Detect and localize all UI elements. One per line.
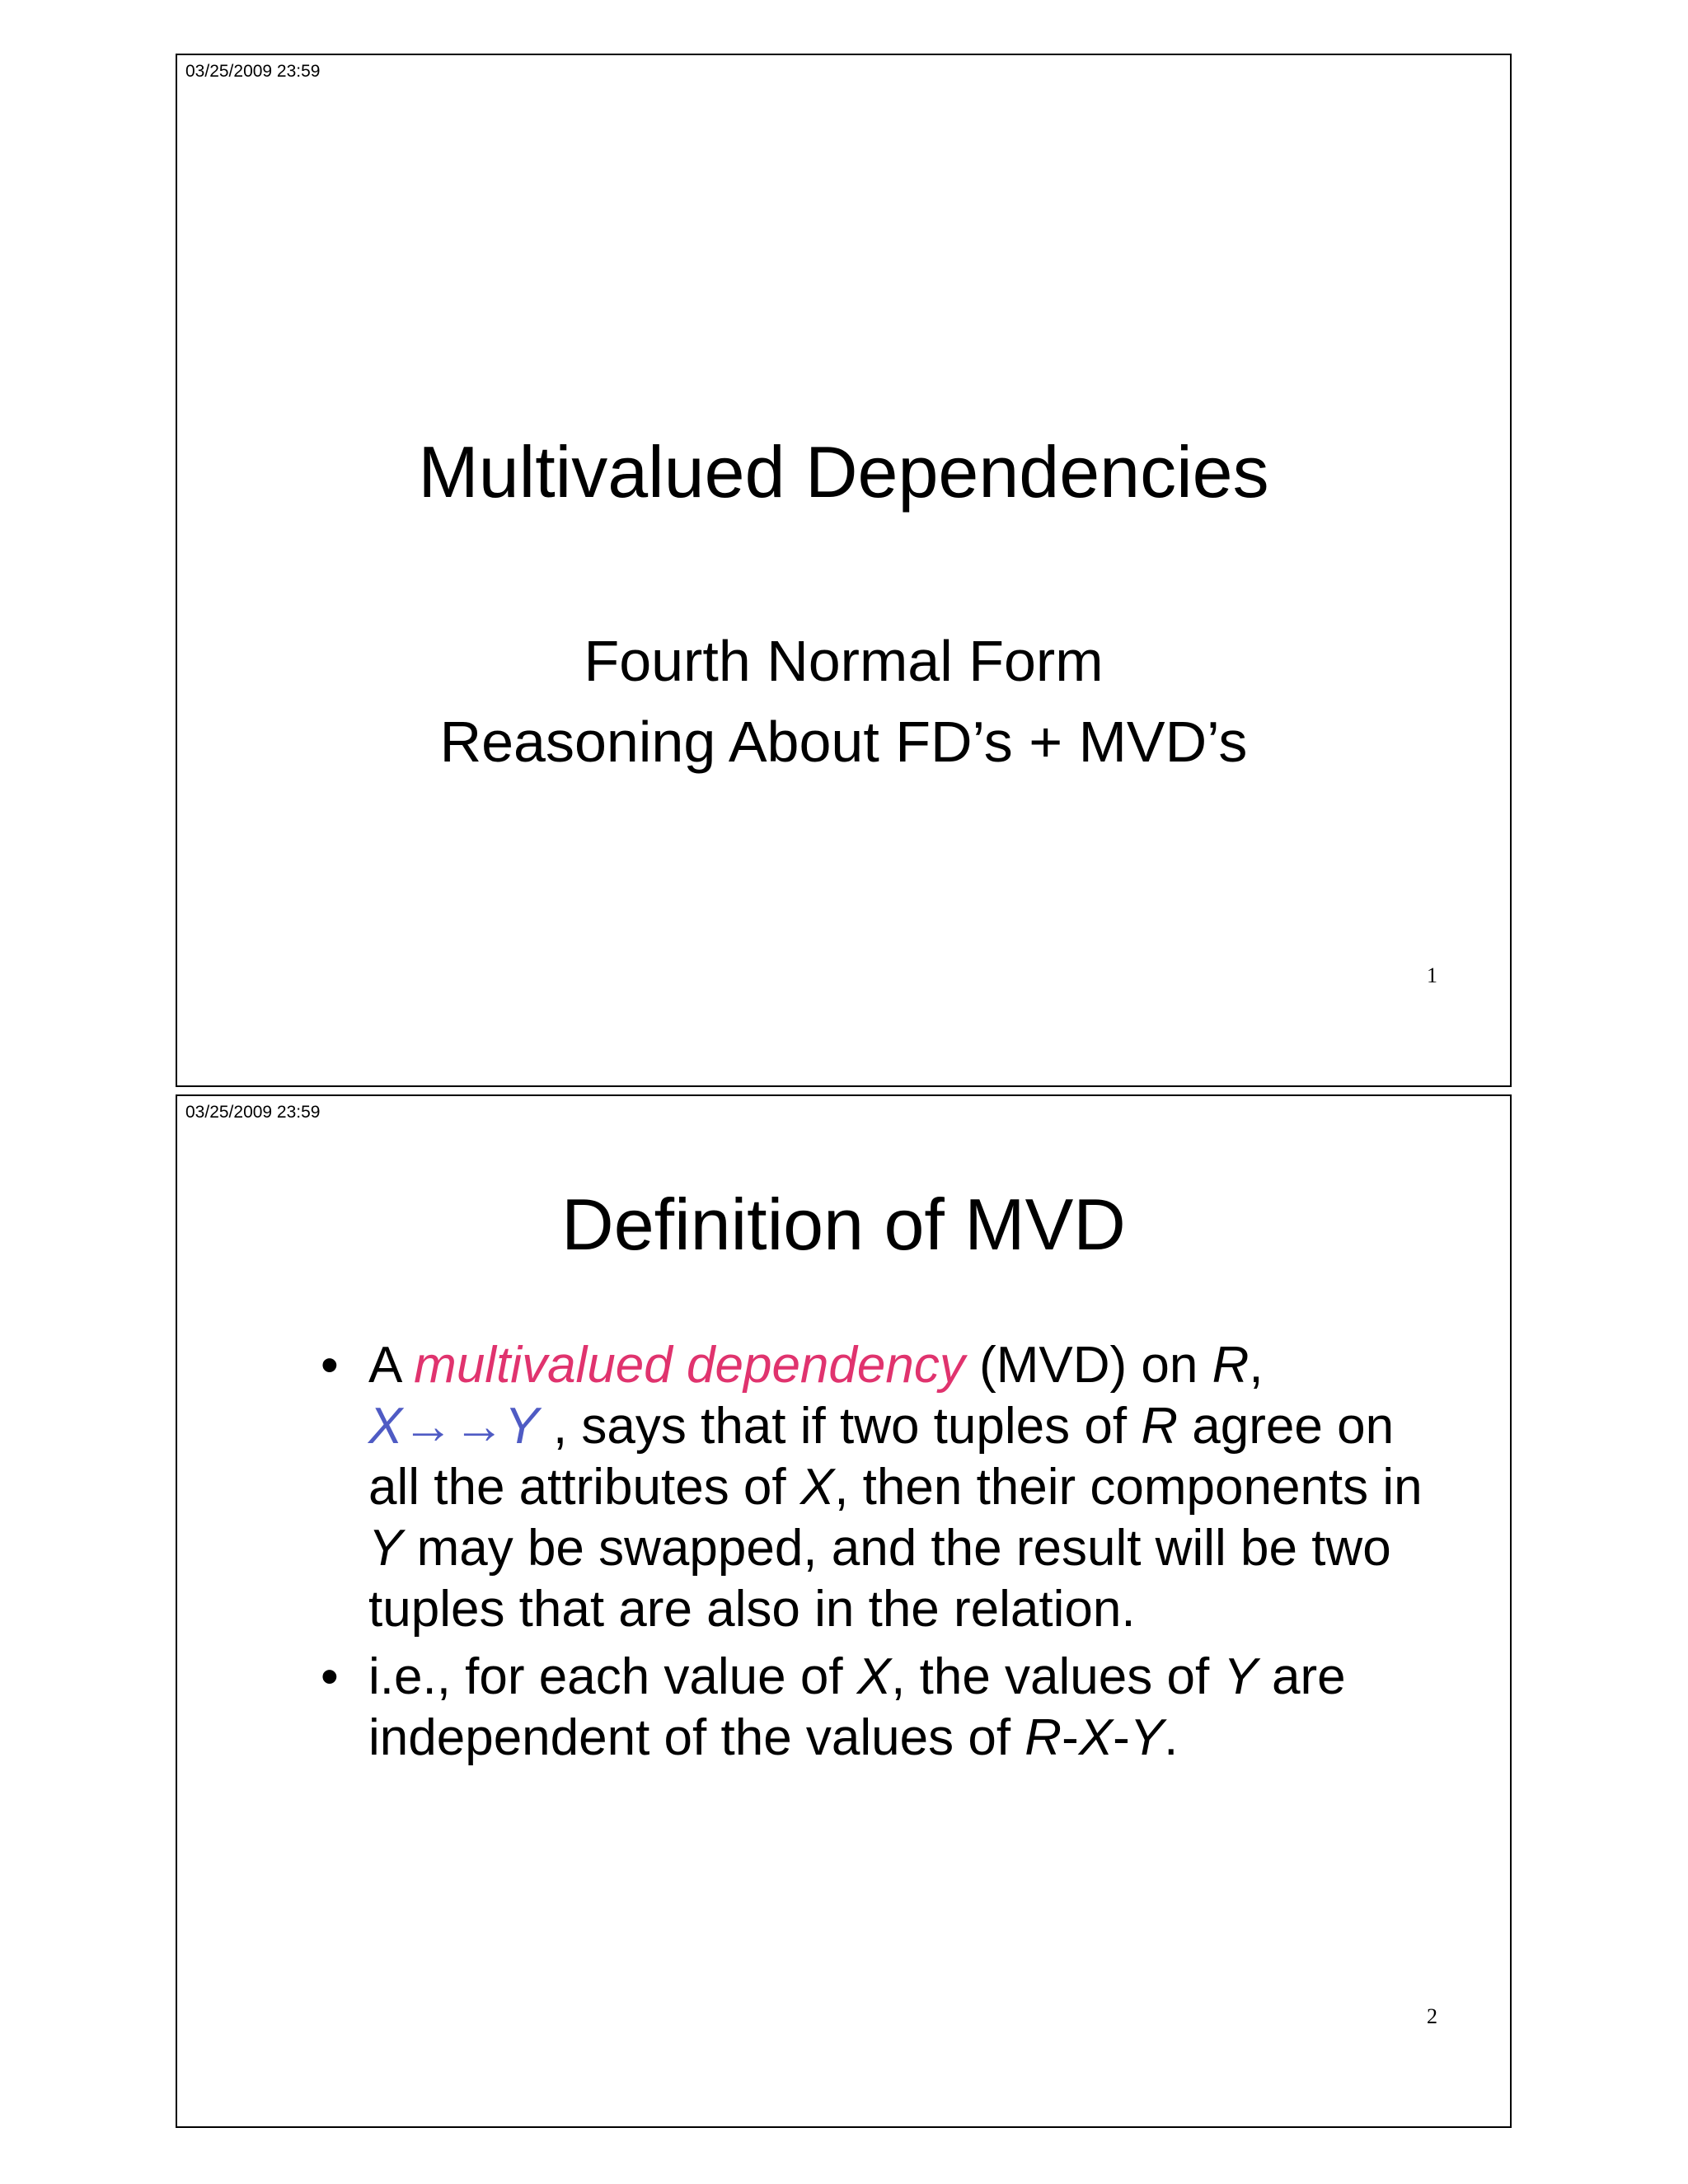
var-y: Y bbox=[1223, 1648, 1258, 1705]
term-multivalued-dependency: multivalued dependency bbox=[414, 1337, 965, 1394]
bullet-text: , the values of bbox=[891, 1648, 1224, 1705]
bullet-text: A bbox=[368, 1337, 415, 1394]
mvd-y: Y bbox=[504, 1398, 539, 1455]
var-y: Y bbox=[1129, 1709, 1165, 1766]
bullet-text: are independent of the values of bbox=[368, 1648, 1346, 1766]
var-x: X bbox=[1078, 1709, 1114, 1766]
slide-timestamp: 03/25/2009 23:59 bbox=[185, 1103, 321, 1122]
var-x: X bbox=[799, 1459, 835, 1516]
page-number: 2 bbox=[1427, 2004, 1437, 2028]
bullet-marker: • bbox=[321, 1337, 339, 1394]
bullet-item bbox=[278, 1647, 1456, 1769]
bullet-text: (MVD) on bbox=[964, 1337, 1212, 1394]
var-x: X bbox=[856, 1648, 892, 1705]
var-r: R bbox=[1025, 1709, 1062, 1766]
slide-subtitle-line-2: Reasoning About FD’s + MVD’s bbox=[439, 710, 1248, 774]
bullet-marker: • bbox=[321, 1648, 339, 1705]
slide-title: Definition of MVD bbox=[561, 1183, 1126, 1265]
bullet-list bbox=[278, 1335, 1456, 1775]
page-number: 1 bbox=[1427, 963, 1437, 987]
bullet-text: - bbox=[1062, 1709, 1079, 1766]
var-r: R bbox=[1212, 1337, 1250, 1394]
mvd-arrow: →→ bbox=[402, 1398, 505, 1455]
mvd-x: X bbox=[368, 1398, 403, 1455]
bullet-text: , says that if two tuples of bbox=[538, 1398, 1142, 1455]
var-y: Y bbox=[368, 1520, 403, 1577]
slide-title: Multivalued Dependencies bbox=[418, 431, 1269, 513]
bullet-text: may be swapped, and the result will be two tuples that are also in the relation. bbox=[368, 1520, 1391, 1638]
var-r: R bbox=[1141, 1398, 1179, 1455]
slide-timestamp: 03/25/2009 23:59 bbox=[185, 62, 321, 81]
bullet-text: . bbox=[1164, 1709, 1179, 1766]
slide-1 bbox=[176, 54, 1512, 1087]
slide-2 bbox=[176, 1094, 1512, 2128]
bullet-item bbox=[278, 1335, 1456, 1640]
bullet-text: - bbox=[1113, 1709, 1130, 1766]
bullet-text: agree on all the attributes of bbox=[368, 1398, 1395, 1516]
bullet-text: , then their components in bbox=[834, 1459, 1423, 1516]
bullet-text: i.e., for each value of bbox=[368, 1648, 857, 1705]
slide-subtitle-line-1: Fourth Normal Form bbox=[584, 629, 1104, 693]
bullet-text: , bbox=[1249, 1337, 1264, 1394]
